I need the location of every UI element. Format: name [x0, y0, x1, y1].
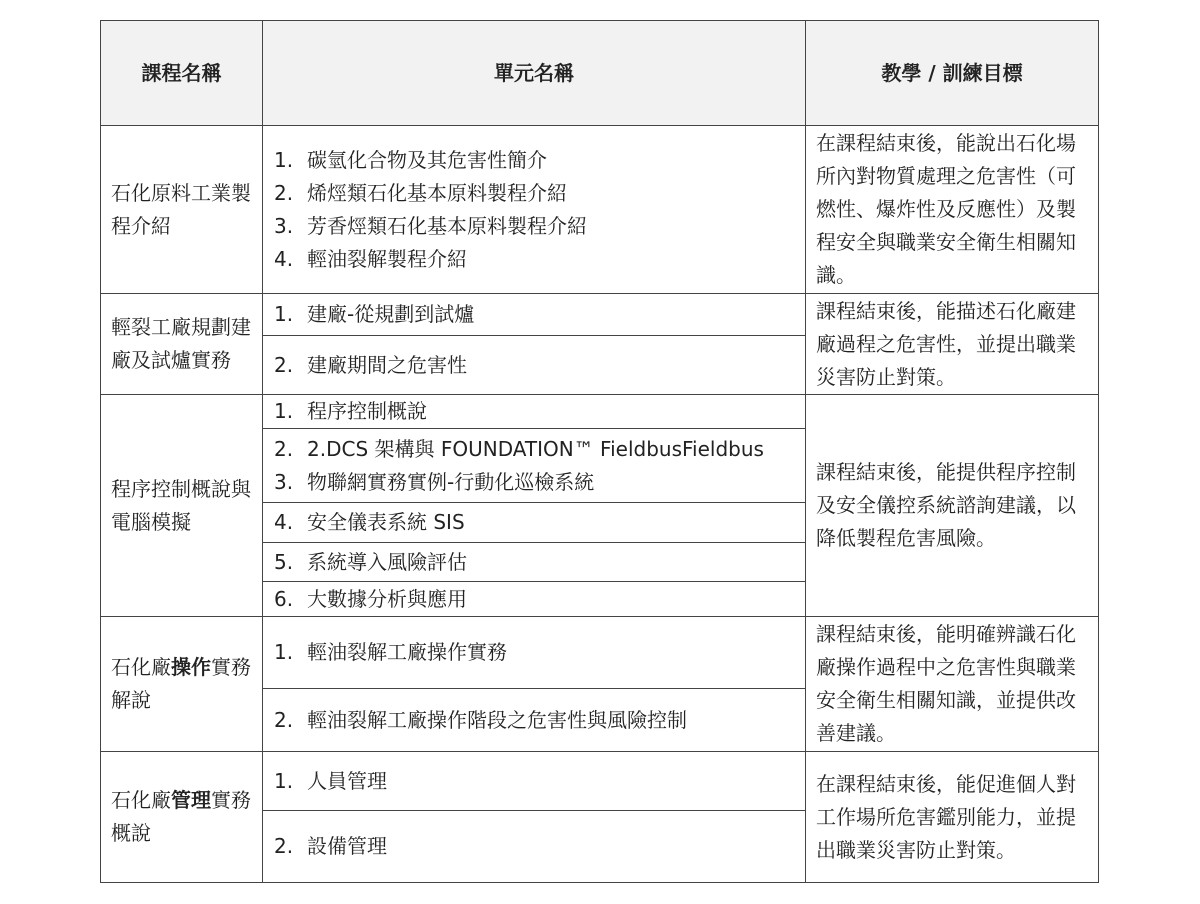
- header-goal: 教學 / 訓練目標: [805, 20, 1098, 125]
- unit-text: 芳香烴類石化基本原料製程介紹: [307, 213, 587, 238]
- unit-number: 1.: [274, 768, 294, 793]
- course-name-pre: 石化廠: [111, 655, 171, 679]
- course-name: [100, 293, 262, 394]
- unit-text: 建廠-從規劃到試爐: [307, 302, 475, 326]
- unit-text: 建廠期間之危害性: [307, 352, 467, 377]
- unit-item: [274, 177, 794, 210]
- unit-number: 1.: [274, 399, 294, 423]
- unit-text: 輕油裂解工廠操作階段之危害性與風險控制: [307, 707, 687, 732]
- goal-text: 課程結束後，能明確辨識石化廠操作過程中之危害性與職業安全衛生相關知識，並提供改善建議。: [816, 622, 1076, 745]
- unit-text: 2.DCS 架構與 FOUNDATION™ FieldbusFieldbus: [307, 436, 764, 461]
- unit-item: [262, 688, 805, 751]
- header-course: 課程名稱: [100, 20, 262, 125]
- course-name-post: 實務概說: [111, 788, 251, 845]
- course-name-text: [111, 651, 252, 717]
- training-goal: [805, 394, 1098, 616]
- course-name-text: [111, 473, 252, 539]
- course-name-text: [111, 311, 252, 377]
- unit-number: 3.: [274, 213, 294, 238]
- unit-number: 6.: [274, 586, 294, 611]
- unit-item: [274, 243, 794, 276]
- training-goal: [805, 616, 1098, 751]
- unit-item: [262, 581, 805, 616]
- unit-text: 大數據分析與應用: [307, 586, 467, 611]
- unit-number: 5.: [274, 549, 294, 574]
- course-name-text: [111, 177, 252, 243]
- course-name: [100, 751, 262, 882]
- unit-number: 2.: [274, 436, 294, 461]
- unit-item: [274, 210, 794, 243]
- unit-number: 2.: [274, 834, 294, 858]
- course-name-text: [111, 784, 252, 850]
- unit-item: [262, 293, 805, 335]
- course-name-post: 實務解說: [111, 655, 251, 712]
- course-name: [100, 125, 262, 293]
- unit-item: [262, 502, 805, 542]
- unit-item: [262, 542, 805, 581]
- goal-text: 課程結束後，能提供程序控制及安全儀控系統諮詢建議，以降低製程危害風險。: [816, 460, 1076, 550]
- goal-text: 在課程結束後，能說出石化場所內對物質處理之危害性（可燃性、爆炸性及反應性）及製程安全與職業安全衛生相關知識。: [816, 131, 1076, 287]
- unit-number: 1.: [274, 640, 294, 664]
- goal-text: 在課程結束後，能促進個人對工作場所危害鑑別能力，並提出職業災害防止對策。: [816, 771, 1076, 862]
- course-name: [100, 394, 262, 616]
- unit-number: 2.: [274, 352, 294, 377]
- goal-text: 課程結束後，能描述石化廠建廠過程之危害性，並提出職業災害防止對策。: [816, 298, 1076, 389]
- unit-text: 輕油裂解製程介紹: [307, 246, 467, 271]
- unit-item: [262, 810, 805, 882]
- training-goal: [805, 125, 1098, 293]
- unit-text: 安全儀表系統 SIS: [307, 510, 465, 534]
- unit-item: [262, 616, 805, 688]
- course-name-pre: 石化廠: [111, 788, 171, 812]
- unit-number: 1.: [274, 147, 294, 172]
- unit-item: [262, 335, 805, 394]
- unit-text: 程序控制概說: [307, 399, 427, 423]
- training-goal: [805, 293, 1098, 394]
- course-name-pre: 石化原料工業製程介紹: [111, 180, 251, 238]
- course-name: [100, 616, 262, 751]
- unit-text: 物聯網實務實例-行動化巡檢系統: [307, 469, 595, 494]
- unit-number: 3.: [274, 469, 294, 494]
- unit-text: 輕油裂解工廠操作實務: [307, 640, 507, 664]
- unit-number: 2.: [274, 180, 294, 205]
- course-table: [100, 20, 1099, 883]
- unit-list: [262, 428, 805, 502]
- training-goal: [805, 751, 1098, 882]
- unit-text: 碳氫化合物及其危害性簡介: [307, 147, 547, 172]
- unit-text: 設備管理: [307, 834, 387, 858]
- unit-list: [262, 125, 805, 293]
- unit-text: 烯烴類石化基本原料製程介紹: [307, 180, 567, 205]
- unit-number: 4.: [274, 510, 294, 534]
- unit-item: [274, 144, 794, 177]
- course-name-pre: 程序控制概說與電腦模擬: [111, 476, 251, 534]
- unit-item: [274, 433, 794, 466]
- course-name-pre: 輕裂工廠規劃建廠及試爐實務: [111, 315, 251, 372]
- course-name-bold: 操作: [171, 655, 211, 679]
- unit-item: [274, 466, 794, 499]
- unit-item: [262, 394, 805, 428]
- unit-item: [262, 751, 805, 810]
- course-name-bold: 管理: [171, 788, 211, 812]
- unit-number: 4.: [274, 246, 294, 271]
- unit-number: 1.: [274, 302, 294, 326]
- unit-text: 系統導入風險評估: [307, 549, 467, 574]
- header-unit: 單元名稱: [262, 20, 805, 125]
- unit-text: 人員管理: [307, 768, 387, 793]
- unit-number: 2.: [274, 707, 294, 732]
